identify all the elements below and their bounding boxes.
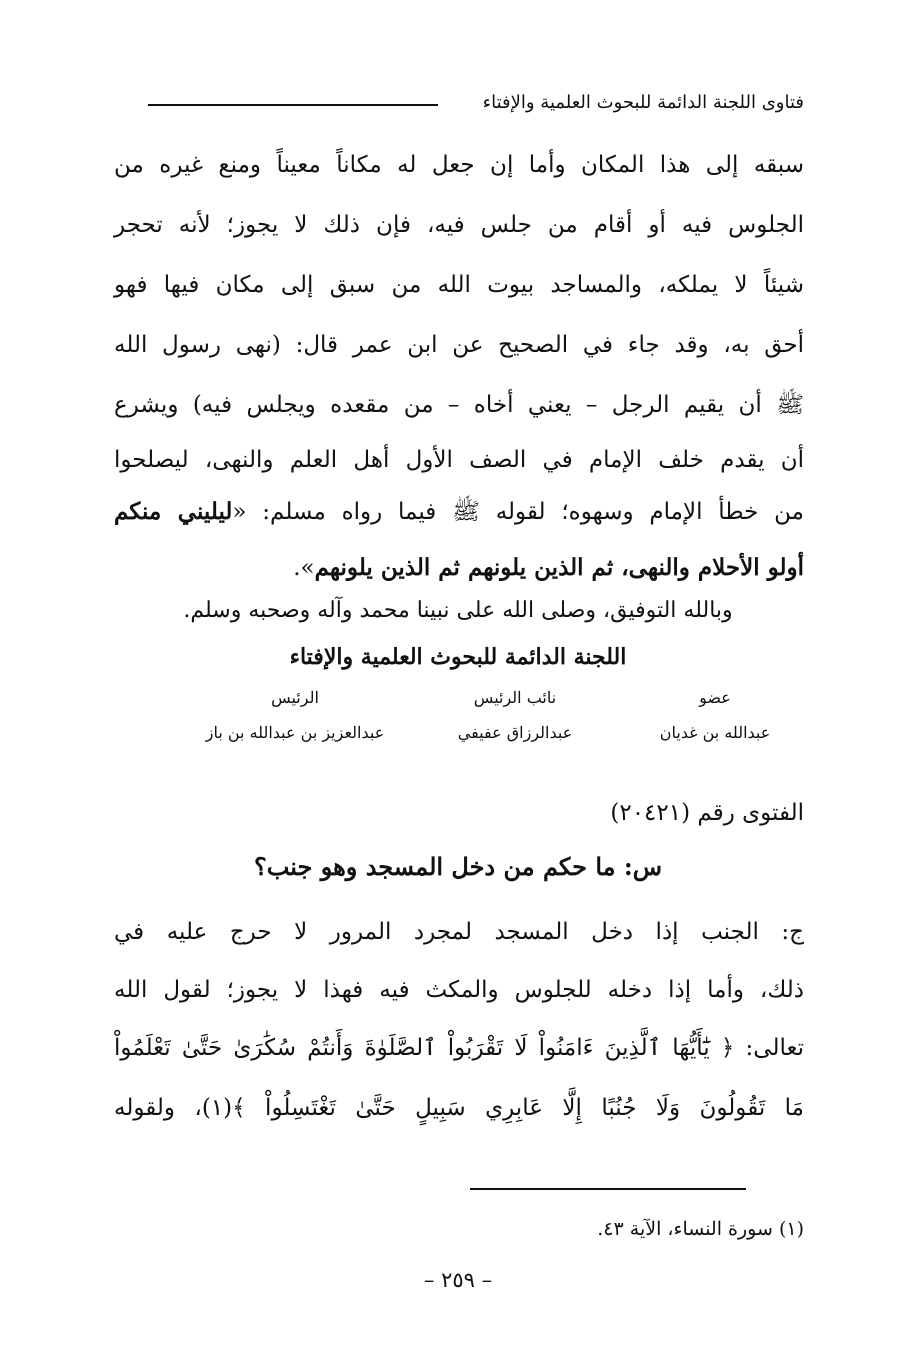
- paragraph-line-hadith: [114, 492, 804, 532]
- paragraph-line-hadith: [114, 548, 804, 588]
- page-number: – ٢٥٩ –: [423, 1268, 493, 1292]
- member-name: عبدالرزاق عفيفي: [457, 723, 573, 742]
- paragraph-line: أن يقدم خلف الإمام في الصف الأول أهل العلم والنهى، ليصلحوا: [114, 447, 804, 473]
- member-role: عضو: [699, 688, 731, 707]
- fatwa-number: الفتوى رقم (٢٠٤٢١): [610, 800, 804, 826]
- member-name: عبدالله بن غديان: [659, 723, 771, 742]
- line-text: ».: [293, 555, 315, 581]
- running-header: فتاوى اللجنة الدائمة للبحوث العلمية والإفتاء: [482, 92, 804, 113]
- hadith-text: ليليني منكم: [114, 498, 233, 525]
- hadith-text: أولو الأحلام والنهى، ثم الذين يلونهم ثم الذين يلونهم: [314, 554, 804, 581]
- paragraph-line: الجلوس فيه أو أقام من جلس فيه، فإن ذلك لا يجوز؛ لأنه تحجر: [114, 212, 804, 238]
- fatwa-question: س: ما حكم من دخل المسجد وهو جنب؟: [253, 852, 663, 881]
- answer-line: ذلك، وأما إذا دخله للجلوس والمكث فيه فهذا لا يجوز؛ لقول الله: [114, 977, 804, 1003]
- footnote: (١) سورة النساء، الآية ٤٣.: [597, 1218, 804, 1240]
- header-rule: [148, 104, 438, 106]
- paragraph-line: ﷺ أن يقيم الرجل – يعني أخاه – من مقعده ويجلس فيه) ويشرع: [114, 392, 804, 418]
- answer-line-quran: تعالى: ﴿ يَٰٓأَيُّهَا ٱلَّذِينَ ءَامَنُواْ لَا تَقْرَبُواْ ٱلصَّلَوٰةَ وَأَنتُمْ سُكَٰرَىٰ حَتَّىٰ تَعْلَمُواْ: [114, 1035, 804, 1061]
- paragraph-line: شيئاً لا يملكه، والمساجد بيوت الله من سبق إلى مكان فيها فهو: [114, 272, 804, 298]
- closing-formula: وبالله التوفيق، وصلى الله على نبينا محمد وآله وصحبه وسلم.: [183, 598, 733, 623]
- footnote-rule: [470, 1188, 746, 1190]
- committee-name: اللجنة الدائمة للبحوث العلمية والإفتاء: [289, 644, 627, 670]
- line-text: من خطأ الإمام وسهوه؛ لقوله ﷺ فيما رواه مسلم: «: [232, 499, 805, 525]
- answer-line: ج: الجنب إذا دخل المسجد لمجرد المرور لا حرج عليه في: [114, 919, 804, 945]
- paragraph-line: سبقه إلى هذا المكان وأما إن جعل له مكاناً معيناً ومنع غيره من: [114, 152, 804, 178]
- member-name: عبدالعزيز بن عبدالله بن باز: [205, 723, 385, 742]
- signature-member: [630, 688, 800, 742]
- signature-member: [190, 688, 400, 742]
- paragraph-line: أحق به، وقد جاء في الصحيح عن ابن عمر قال: (نهى رسول الله: [114, 332, 804, 358]
- signature-member: [430, 688, 600, 742]
- member-role: نائب الرئيس: [473, 688, 557, 707]
- answer-line-quran: مَا تَقُولُونَ وَلَا جُنُبًا إِلَّا عَابِرِي سَبِيلٍ حَتَّىٰ تَغْتَسِلُواْ ﴾(١)، ولقوله: [114, 1095, 804, 1121]
- member-role: الرئيس: [271, 688, 319, 707]
